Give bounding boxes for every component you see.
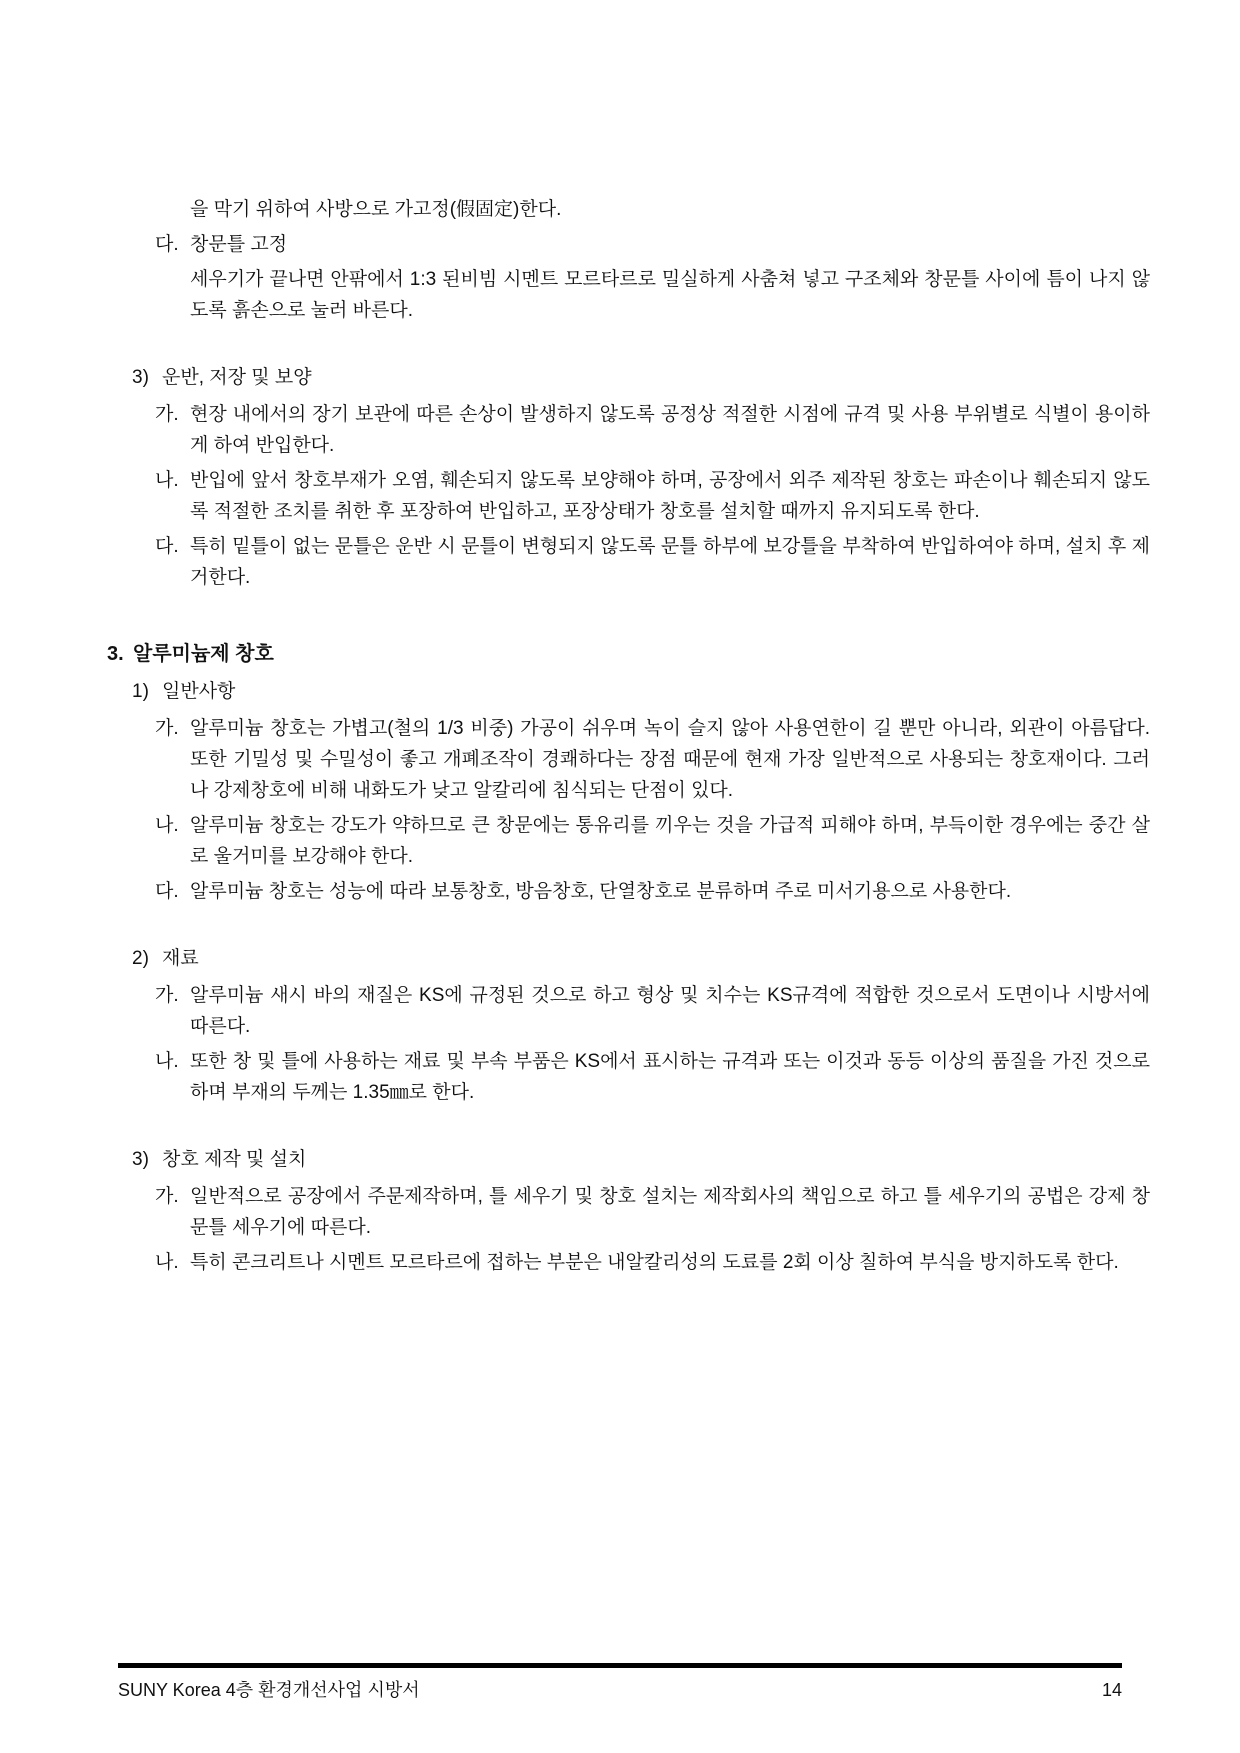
list-item-label: 다. (155, 881, 179, 902)
list-item-label: 나. (155, 815, 179, 836)
list-item-text: 특히 밑틀이 없는 문틀은 운반 시 문틀이 변형되지 않도록 문틀 하부에 보강틀을 부착하여 반입하여야 하며, 설치 후 제거한다. (190, 536, 1150, 588)
list-item-text: 알루미늄 새시 바의 재질은 KS에 규정된 것으로 하고 형상 및 치수는 KS규격에 적합한 것으로서 도면이나 시방서에 따른다. (190, 985, 1150, 1037)
list-item-label: 가. (155, 718, 179, 739)
list-item-text: 일반적으로 공장에서 주문제작하며, 틀 세우기 및 창호 설치는 제작회사의 책임으로 하고 틀 세우기의 공법은 강제 창문틀 세우기에 따른다. (190, 1186, 1150, 1238)
list-item-text: 알루미늄 창호는 강도가 약하므로 큰 창문에는 통유리를 끼우는 것을 가급적 피해야 하며, 부득이한 경우에는 중간 살로 울거미를 보강해야 한다. (190, 815, 1150, 867)
list-item (107, 1046, 1150, 1108)
subsection-title: 운반, 저장 및 보양 (162, 367, 312, 388)
list-item-text: 반입에 앞서 창호부재가 오염, 훼손되지 않도록 보양해야 하며, 공장에서 외주 제작된 창호는 파손이나 훼손되지 않도록 적절한 조치를 취한 후 포장하여 반입하고, 포장상태가 창호를 설치할 때까지 유지되도록 한다. (190, 470, 1150, 522)
list-item (107, 465, 1150, 527)
document-body (107, 194, 1150, 1278)
list-item (107, 1247, 1150, 1278)
list-item (107, 1181, 1150, 1243)
list-item (107, 980, 1150, 1042)
subsection-number: 2) (132, 948, 149, 969)
list-item-frame-fix (107, 229, 1150, 260)
list-item-text: 알루미늄 창호는 성능에 따라 보통창호, 방음창호, 단열창호로 분류하며 주로 미서기용으로 사용한다. (190, 881, 1012, 902)
continued-paragraph: 을 막기 위하여 사방으로 가고정(假固定)한다. (190, 199, 562, 220)
section-title: 알루미늄제 창호 (133, 643, 274, 665)
subsection-general-heading (107, 676, 1150, 707)
list-item-label: 다. (155, 234, 179, 255)
list-item (107, 399, 1150, 461)
subsection-number: 1) (132, 681, 149, 702)
list-item-label: 가. (155, 1186, 179, 1207)
list-item-text: 현장 내에서의 장기 보관에 따른 손상이 발생하지 않도록 공정상 적절한 시점에 규격 및 사용 부위별로 식별이 용이하게 하여 반입한다. (190, 404, 1150, 456)
list-item-text: 알루미늄 창호는 가볍고(철의 1/3 비중) 가공이 쉬우며 녹이 슬지 않아 사용연한이 길 뿐만 아니라, 외관이 아름답다. 또한 기밀성 및 수밀성이 좋고 개폐조작이 경쾌하다는 장점 때문에 현재 가장 일반적으로 사용되는 창호재이다. 그러나 강제창호에 비해 내화도가 낮고 알칼리에 침식되는 단점이 있다. (190, 718, 1150, 801)
list-item-text: 특히 콘크리트나 시멘트 모르타르에 접하는 부분은 내알칼리성의 도료를 2회 이상 칠하여 부식을 방지하도록 한다. (190, 1252, 1119, 1273)
list-item-title: 창문틀 고정 (190, 234, 288, 255)
list-item (107, 810, 1150, 872)
list-item-label: 다. (155, 536, 179, 557)
subsection-transport-heading (107, 362, 1150, 393)
subsection-fabrication-heading (107, 1144, 1150, 1175)
footer-document-title: SUNY Korea 4층 환경개선사업 시방서 (118, 1680, 420, 1700)
list-item (107, 876, 1150, 907)
list-item-label: 나. (155, 1051, 179, 1072)
subsection-title: 창호 제작 및 설치 (162, 1149, 307, 1170)
page-footer (118, 1663, 1122, 1701)
page-number: 14 (1101, 1680, 1122, 1700)
list-item-label: 나. (155, 1252, 179, 1273)
list-item (107, 531, 1150, 593)
section-number: 3. (107, 643, 124, 665)
list-item-text: 또한 창 및 틀에 사용하는 재료 및 부속 부품은 KS에서 표시하는 규격과 또는 이것과 동등 이상의 품질을 가진 것으로 하며 부재의 두께는 1.35㎜로 한다. (190, 1051, 1150, 1103)
subsection-title: 재료 (162, 948, 199, 969)
subsection-number: 3) (132, 1149, 149, 1170)
list-item-label: 나. (155, 470, 179, 491)
subsection-materials-heading (107, 943, 1150, 974)
subsection-title: 일반사항 (162, 681, 236, 702)
list-item-label: 가. (155, 985, 179, 1006)
section-aluminum-heading (107, 639, 1150, 670)
list-item-label: 가. (155, 404, 179, 425)
subsection-number: 3) (132, 367, 149, 388)
frame-fix-body-paragraph: 세우기가 끝나면 안팎에서 1:3 된비빔 시멘트 모르타르로 밀실하게 사춤쳐 넣고 구조체와 창문틀 사이에 틈이 나지 않도록 흙손으로 눌러 바른다. (190, 269, 1150, 321)
list-item (107, 713, 1150, 806)
